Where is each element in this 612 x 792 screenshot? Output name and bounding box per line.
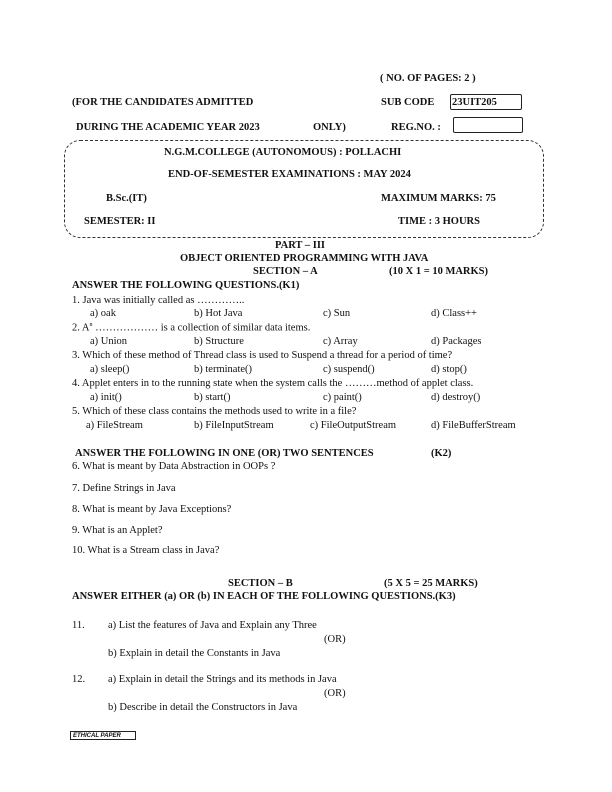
q3-option-c: c) suspend() xyxy=(323,364,375,375)
section-b-title: SECTION – B xyxy=(228,578,293,589)
q5-option-b: b) FileInputStream xyxy=(194,420,274,431)
candidates-admitted: (FOR THE CANDIDATES ADMITTED xyxy=(72,97,254,108)
q1-option-c: c) Sun xyxy=(323,308,351,319)
paper-title: OBJECT ORIENTED PROGRAMMING WITH JAVA xyxy=(180,253,429,264)
q5-option-a: a) FileStream xyxy=(86,420,143,431)
college-name: N.G.M.COLLEGE (AUTONOMOUS) : POLLACHI xyxy=(164,147,402,158)
regno-box[interactable] xyxy=(453,117,523,133)
page-count: ( NO. OF PAGES: 2 ) xyxy=(380,73,476,84)
q1-option-b: b) Hot Java xyxy=(194,308,243,319)
q5-option-c: c) FileOutputStream xyxy=(310,420,397,431)
part-label: PART – III xyxy=(275,240,326,251)
section-b-heading: ANSWER EITHER (a) OR (b) IN EACH OF THE FOLLOWING QUESTIONS.(K3) xyxy=(72,591,456,602)
question-10: 10. What is a Stream class in Java? xyxy=(72,545,220,556)
q3-option-b: b) terminate() xyxy=(194,364,253,375)
q3-option-a: a) sleep() xyxy=(90,364,130,375)
question-11a: a) List the features of Java and Explain any Three xyxy=(108,620,317,631)
q4-option-a: a) init() xyxy=(90,392,122,403)
academic-year: DURING THE ACADEMIC YEAR 2023 xyxy=(76,122,260,133)
sub-code-label: SUB CODE xyxy=(381,97,435,108)
q2-option-c: c) Array xyxy=(323,336,358,347)
sub-code-value: 23UIT205 xyxy=(452,97,497,108)
question-8: 8. What is meant by Java Exceptions? xyxy=(72,504,232,515)
k2-heading: ANSWER THE FOLLOWING IN ONE (OR) TWO SENTENCES xyxy=(75,448,374,459)
question-11b: b) Explain in detail the Constants in Java xyxy=(108,648,281,659)
question-12-or: (OR) xyxy=(324,688,346,699)
k2-tag: (K2) xyxy=(431,448,452,459)
q4-option-b: b) start() xyxy=(194,392,231,403)
question-7: 7. Define Strings in Java xyxy=(72,483,176,494)
question-12a: a) Explain in detail the Strings and its methods in Java xyxy=(108,674,337,685)
question-11-number: 11. xyxy=(72,620,85,631)
q2-option-b: b) Structure xyxy=(194,336,244,347)
question-3: 3. Which of these method of Thread class is used to Suspend a thread for a period of time? xyxy=(72,350,453,361)
academic-year-only: ONLY) xyxy=(313,122,346,133)
q2-option-a: a) Union xyxy=(90,336,128,347)
q5-option-d: d) FileBufferStream xyxy=(431,420,516,431)
max-marks: MAXIMUM MARKS: 75 xyxy=(381,193,496,204)
question-6: 6. What is meant by Data Abstraction in OOPs ? xyxy=(72,461,276,472)
question-2: 2. $A^n$ ……………… is a collection of similar data items. xyxy=(72,322,311,334)
section-a-title: SECTION – A xyxy=(253,266,318,277)
question-11-or: (OR) xyxy=(324,634,346,645)
question-1: 1. Java was initially called as ………….. xyxy=(72,295,245,306)
course: B.Sc.(IT) xyxy=(106,193,147,204)
question-5: 5. Which of these class contains the methods used to write in a file? xyxy=(72,406,357,417)
q1-option-d: d) Class++ xyxy=(431,308,477,319)
q4-option-c: c) paint() xyxy=(323,392,362,403)
q2-option-d: d) Packages xyxy=(431,336,482,347)
k1-heading: ANSWER THE FOLLOWING QUESTIONS.(K1) xyxy=(72,280,300,291)
q4-option-d: d) destroy() xyxy=(431,392,481,403)
exam-title: END-OF-SEMESTER EXAMINATIONS : MAY 2024 xyxy=(168,169,411,180)
section-b-marks: (5 X 5 = 25 MARKS) xyxy=(384,578,478,589)
question-4: 4. Applet enters in to the running state when the system calls the ………method of applet class. xyxy=(72,378,474,389)
q3-option-d: d) stop() xyxy=(431,364,467,375)
semester: SEMESTER: II xyxy=(84,216,156,227)
question-12b: b) Describe in detail the Constructors in Java xyxy=(108,702,298,713)
ethical-paper-tag: ETHICAL PAPER xyxy=(70,731,136,740)
regno-label: REG.NO. : xyxy=(391,122,441,133)
question-9: 9. What is an Applet? xyxy=(72,525,163,536)
q1-option-a: a) oak xyxy=(90,308,116,319)
section-a-marks: (10 X 1 = 10 MARKS) xyxy=(389,266,489,277)
question-12-number: 12. xyxy=(72,674,86,685)
exam-time: TIME : 3 HOURS xyxy=(398,216,480,227)
